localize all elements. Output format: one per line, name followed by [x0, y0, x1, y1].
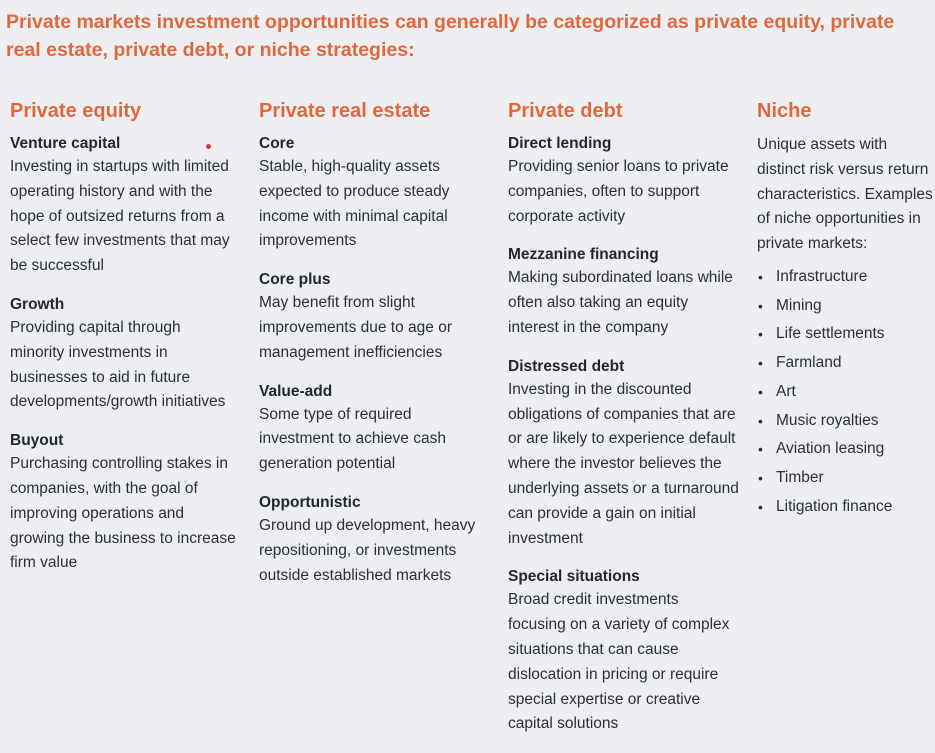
bullet-icon: •: [758, 355, 763, 372]
bullet-icon: •: [758, 326, 763, 343]
category-name: Special situations: [508, 568, 640, 586]
category-name: Value-add: [259, 382, 333, 400]
list-item: [757, 464, 935, 493]
list-item: [757, 263, 935, 292]
category-description: Stable, high-quality assets expected to produce steady income with minimal capital improvements: [259, 158, 450, 250]
category-growth: [10, 294, 238, 415]
category-venture-capital: [10, 133, 238, 279]
bullet-icon: •: [758, 469, 763, 486]
category-description: May benefit from slight improvements due to age or management inefficiencies: [259, 294, 452, 361]
list-item-label: Art: [776, 382, 796, 400]
list-item-label: Aviation leasing: [776, 440, 885, 458]
page-title: Private markets investment opportunities can generally be categorized as private equity, private real estate, private debt, or niche strategies:: [6, 11, 895, 61]
list-item-label: Farmland: [776, 354, 842, 372]
column-heading: Niche: [757, 100, 812, 122]
bullet-icon: •: [758, 297, 763, 314]
column-niche: [757, 98, 935, 521]
category-opportunistic: [259, 492, 489, 588]
category-description: Broad credit investments focusing on a variety of complex situations that can cause dislocation in pricing or require special expertise or creative capital solutions: [508, 591, 730, 733]
category-description: Providing capital through minority investments in businesses to aid in future developments/growth initiatives: [10, 318, 226, 411]
category-buyout: [10, 430, 238, 576]
category-core-plus: [259, 269, 489, 365]
column-private-equity: [10, 98, 238, 591]
list-item: [757, 407, 935, 436]
category-name: Growth: [10, 295, 65, 313]
category-core: [259, 133, 489, 254]
list-item-label: Timber: [776, 468, 824, 486]
niche-list: [757, 263, 935, 521]
bullet-icon: •: [758, 441, 763, 458]
category-description: Providing senior loans to private companies, often to support corporate activity: [508, 158, 729, 225]
column-heading: Private equity: [10, 100, 142, 122]
category-direct-lending: [508, 133, 740, 229]
category-description: Investing in the discounted obligations of companies that are or are likely to experience default where the investor believes the underlying assets or a turnaround can provide a gain on initial investment: [508, 380, 739, 547]
column-private-debt: [508, 98, 740, 752]
list-item: [757, 292, 935, 321]
list-item: [757, 320, 935, 349]
category-mezzanine-financing: [508, 244, 740, 340]
column-private-real-estate: [259, 98, 489, 603]
list-item-label: Music royalties: [776, 411, 879, 429]
category-description: Investing in startups with limited operating history and with the hope of outsized returns from a select few investments that may be successful: [10, 158, 230, 275]
list-item-label: Life settlements: [776, 325, 885, 343]
category-description: Ground up development, heavy repositioning, or investments outside established markets: [259, 516, 476, 584]
category-distressed-debt: [508, 356, 740, 552]
category-name: Venture capital: [10, 135, 121, 152]
list-item-label: Mining: [776, 296, 822, 314]
list-item-label: Litigation finance: [776, 497, 893, 515]
niche-intro: Unique assets with distinct risk versus return characteristics. Examples of niche opportunities in private markets:: [757, 136, 933, 253]
list-item: [757, 378, 935, 407]
category-name: Opportunistic: [259, 493, 361, 511]
list-item: [757, 435, 935, 464]
list-item: [757, 349, 935, 378]
category-name: Core: [259, 135, 295, 152]
bullet-icon: •: [758, 412, 763, 429]
category-description: Purchasing controlling stakes in companies, with the goal of improving operations and growing the business to increase firm value: [10, 455, 236, 572]
category-name: Mezzanine financing: [508, 246, 659, 264]
category-name: Core plus: [259, 271, 331, 289]
red-dot-marker: [206, 144, 211, 149]
list-item: [757, 493, 935, 522]
category-value-add: [259, 381, 489, 477]
bullet-icon: •: [758, 383, 763, 400]
column-heading: Private debt: [508, 100, 623, 122]
category-name: Distressed debt: [508, 357, 625, 375]
category-description: Some type of required investment to achieve cash generation potential: [259, 405, 446, 473]
bullet-icon: •: [758, 498, 763, 515]
list-item-label: Infrastructure: [776, 267, 868, 285]
bullet-icon: •: [758, 268, 763, 285]
category-name: Buyout: [10, 432, 64, 450]
category-special-situations: [508, 566, 740, 737]
category-name: Direct lending: [508, 135, 612, 152]
category-description: Making subordinated loans while often also taking an equity interest in the company: [508, 269, 733, 336]
column-heading: Private real estate: [259, 100, 431, 122]
